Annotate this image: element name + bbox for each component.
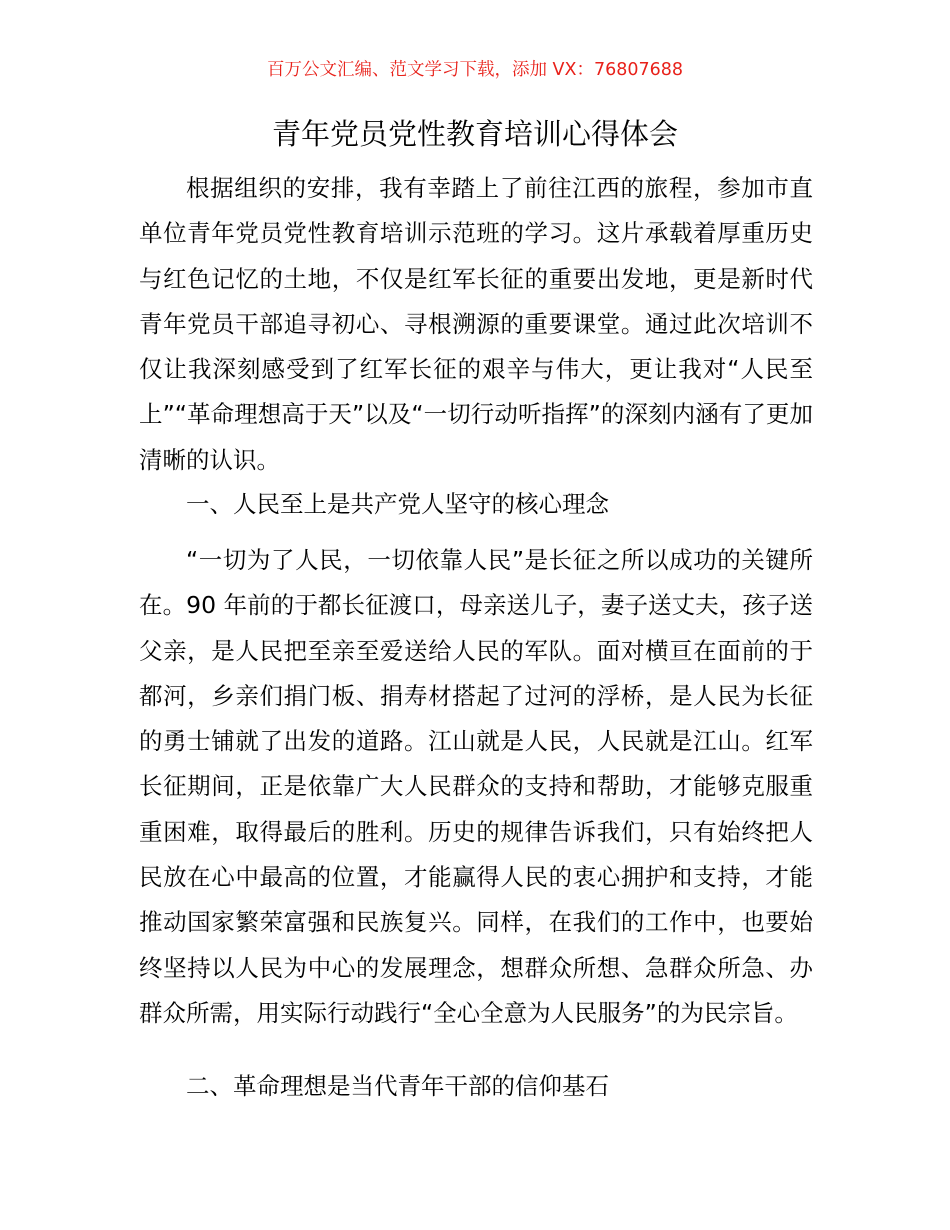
intro-paragraph: 根据组织的安排，我有幸踏上了前往江西的旅程，参加市直单位青年党员党性教育培训示范班的学习。这片承载着厚重历史与红色记忆的土地，不仅是红军长征的重要出发地，更是新时代青年党员干部追寻初心、寻根溯源的重要课堂。通过此次培训不仅让我深刻感受到了红军长征的艰辛与伟大，更让我对“人民至上”“革命理想高于天”以及“一切行动听指挥”的深刻内涵有了更加清晰的认识。 [139, 174, 813, 474]
section-1-heading: 一、人民至上是共产党人坚守的核心理念 [186, 490, 609, 518]
section-1-paragraph: “一切为了人民，一切依靠人民”是长征之所以成功的关键所在。90 年前的于都长征渡口，母亲送儿子，妻子送丈夫，孩子送父亲，是人民把至亲至爱送给人民的军队。面对横亘在面前的于都河，乡亲们捐门板、捐寿材搭起了过河的浮桥，是人民为长征的勇士铺就了出发的道路。江山就是人民，人民就是江山。红军长征期间，正是依靠广大人民群众的支持和帮助，才能够克服重重困难，取得最后的胜利。历史的规律告诉我们，只有始终把人民放在心中最高的位置，才能赢得人民的衷心拥护和支持，才能推动国家繁荣富强和民族复兴。同样，在我们的工作中，也要始终坚持以人民为中心的发展理念，想群众所想、急群众所急、办群众所需，用实际行动践行“全心全意为人民服务”的为民宗旨。 [139, 546, 813, 1027]
header-promo-note: 百万公文汇编、范文学习下载，添加 VX：76807688 [266, 60, 684, 80]
section-2-heading: 二、革命理想是当代青年干部的信仰基石 [186, 1072, 609, 1100]
document-title: 青年党员党性教育培训心得体会 [271, 117, 678, 151]
